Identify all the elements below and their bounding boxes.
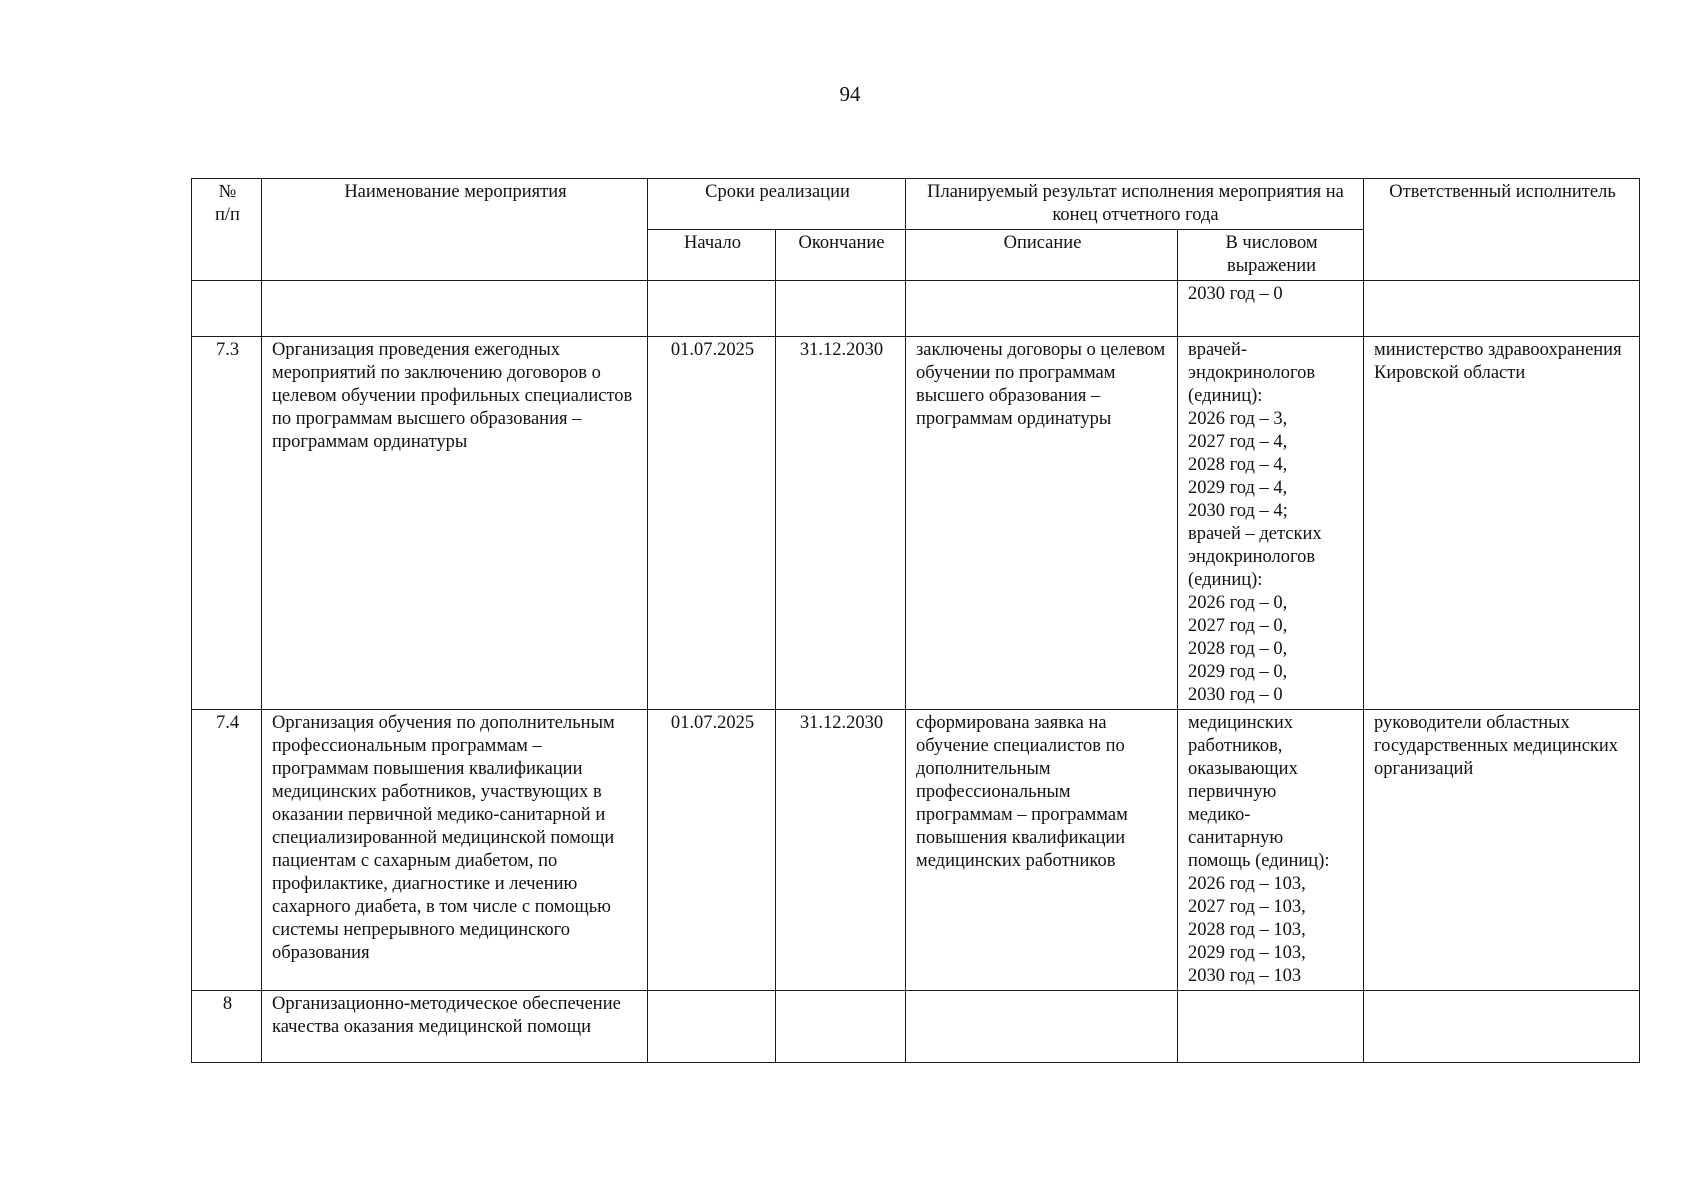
cell-start: [648, 281, 776, 337]
numeric-line: работников,: [1188, 736, 1283, 756]
numeric-line: врачей-: [1188, 340, 1248, 360]
cell-responsible: министерство здравоохранения Кировской области: [1364, 337, 1640, 710]
numeric-line: 2028 год – 4,: [1188, 455, 1288, 475]
numeric-line: (единиц):: [1188, 386, 1263, 406]
cell-numeric: [1178, 710, 1364, 991]
table-row: [192, 710, 1640, 991]
cell-responsible: [1364, 991, 1640, 1063]
cell-name: Организация обучения по дополнительным профессиональным программам – программам повышения квалификации медицинских работников, участвующих в оказании первичной медико-санитарной и специализированной медицинской помощи пациентам с сахарным диабетом, по профилактике, диагностике и лечению сахарного диабета, в том числе с помощью системы непрерывного медицинского образования: [262, 710, 648, 991]
numeric-line: врачей – детских: [1188, 524, 1322, 544]
numeric-line: 2026 год – 103,: [1188, 874, 1306, 894]
table-row: [192, 337, 1640, 710]
numeric-line: медико-: [1188, 805, 1251, 825]
cell-description: [906, 991, 1178, 1063]
numeric-line: 2030 год – 4;: [1188, 501, 1288, 521]
header-planned-result: Планируемый результат исполнения мероприятия на конец отчетного года: [906, 179, 1364, 230]
numeric-line: (единиц):: [1188, 570, 1263, 590]
cell-description: [906, 281, 1178, 337]
table-row: [192, 991, 1640, 1063]
numeric-line: 2027 год – 0,: [1188, 616, 1288, 636]
numeric-line: 2029 год – 0,: [1188, 662, 1288, 682]
cell-numeric: [1178, 281, 1364, 337]
cell-num: [192, 281, 262, 337]
cell-responsible: руководители областных государственных медицинских организаций: [1364, 710, 1640, 991]
numeric-line: 2026 год – 0,: [1188, 593, 1288, 613]
cell-num: 7.3: [192, 337, 262, 710]
header-num: № п/п: [192, 179, 262, 281]
cell-start: 01.07.2025: [648, 337, 776, 710]
cell-start: [648, 991, 776, 1063]
header-name: Наименование мероприятия: [262, 179, 648, 281]
numeric-line: помощь (единиц):: [1188, 851, 1330, 871]
cell-description: заключены договоры о целевом обучении по программам высшего образования – программам ординатуры: [906, 337, 1178, 710]
numeric-line: эндокринологов: [1188, 547, 1316, 567]
cell-num: 7.4: [192, 710, 262, 991]
cell-responsible: [1364, 281, 1640, 337]
numeric-line: 2029 год – 4,: [1188, 478, 1288, 498]
header-end: Окончание: [776, 230, 906, 281]
numeric-line: оказывающих: [1188, 759, 1298, 779]
numeric-line: эндокринологов: [1188, 363, 1316, 383]
cell-end: [776, 991, 906, 1063]
cell-numeric: [1178, 991, 1364, 1063]
numeric-line: 2030 год – 0: [1188, 685, 1283, 705]
numeric-line: 2030 год – 0: [1188, 284, 1283, 304]
page-number: 94: [839, 82, 861, 106]
cell-end: 31.12.2030: [776, 710, 906, 991]
numeric-line: 2027 год – 4,: [1188, 432, 1288, 452]
numeric-line: 2029 год – 103,: [1188, 943, 1306, 963]
cell-name: Организация проведения ежегодных мероприятий по заключению договоров о целевом обучении профильных специалистов по программам высшего образования – программам ординатуры: [262, 337, 648, 710]
header-description: Описание: [906, 230, 1178, 281]
numeric-line: медицинских: [1188, 713, 1294, 733]
cell-description: сформирована заявка на обучение специалистов по дополнительным профессиональным программам – программам повышения квалификации медицинских работников: [906, 710, 1178, 991]
header-start: Начало: [648, 230, 776, 281]
cell-num: 8: [192, 991, 262, 1063]
table-row: [192, 281, 1640, 337]
numeric-line: 2028 год – 103,: [1188, 920, 1306, 940]
cell-name: Организационно-методическое обеспечение качества оказания медицинской помощи: [262, 991, 648, 1063]
cell-numeric: [1178, 337, 1364, 710]
numeric-line: 2028 год – 0,: [1188, 639, 1288, 659]
cell-end: [776, 281, 906, 337]
numeric-line: 2026 год – 3,: [1188, 409, 1288, 429]
cell-end: 31.12.2030: [776, 337, 906, 710]
header-terms: Сроки реализации: [648, 179, 906, 230]
numeric-line: санитарную: [1188, 828, 1284, 848]
header-responsible: Ответственный исполнитель: [1364, 179, 1640, 281]
cell-start: 01.07.2025: [648, 710, 776, 991]
numeric-line: 2027 год – 103,: [1188, 897, 1306, 917]
header-row-1: [192, 179, 1640, 230]
numeric-line: 2030 год – 103: [1188, 966, 1302, 986]
cell-name: [262, 281, 648, 337]
plan-table: [191, 178, 1640, 1063]
numeric-line: первичную: [1188, 782, 1277, 802]
header-numeric: В числовом выражении: [1178, 230, 1364, 281]
